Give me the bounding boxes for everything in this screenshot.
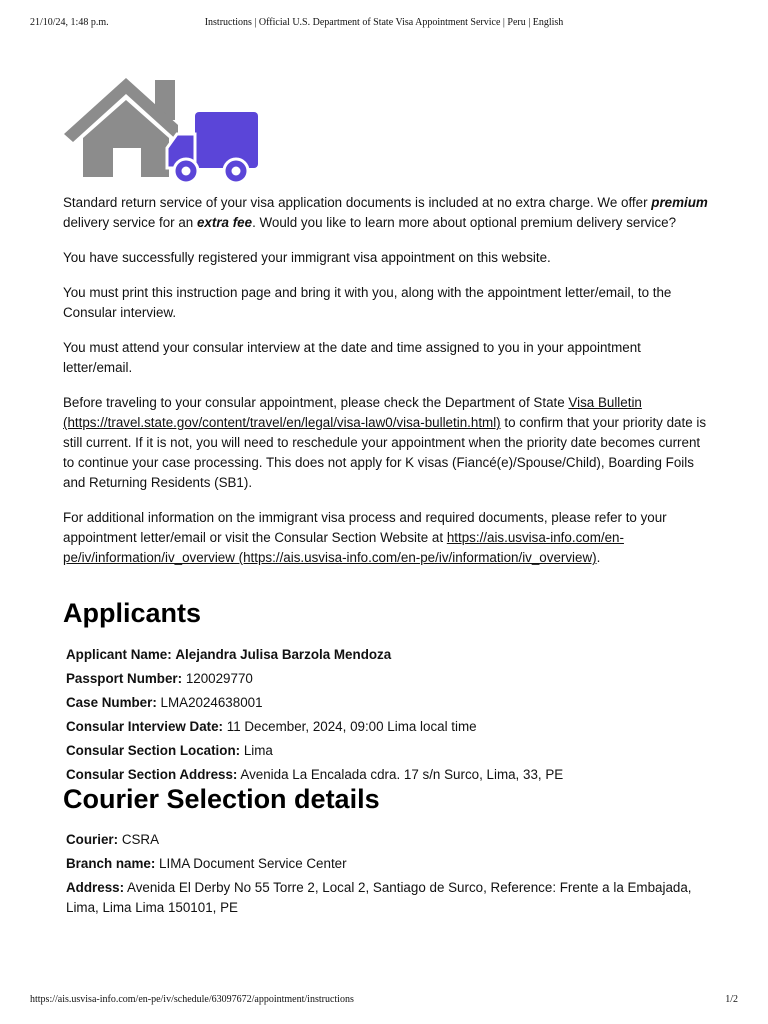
- print-datetime: 21/10/24, 1:48 p.m.: [30, 17, 109, 28]
- truck-cargo: [195, 112, 258, 168]
- passport-number-row: Passport Number: 120029770: [66, 671, 253, 686]
- delivery-illustration: [63, 76, 263, 186]
- page-number: 1/2: [725, 994, 738, 1005]
- premium-delivery-paragraph: Standard return service of your visa application documents is included at no extra charge. We offer premium delivery service for an extra fee. Would you like to learn more about optional premium delivery service?: [63, 195, 708, 230]
- section-address-row: Consular Section Address: Avenida La Encalada cdra. 17 s/n Surco, Lima, 33, PE: [66, 767, 564, 782]
- truck-icon: [167, 108, 262, 183]
- print-instructions-paragraph: You must print this instruction page and bring it with you, along with the appointment letter/email, to the Consular interview.: [63, 285, 672, 320]
- print-url: https://ais.usvisa-info.com/en-pe/iv/schedule/63097672/appointment/instructions: [30, 994, 354, 1005]
- visa-bulletin-link[interactable]: Visa Bulletin (https://travel.state.gov/content/travel/en/legal/visa-law0/visa-bulletin.html): [63, 395, 642, 430]
- applicant-name-row: Applicant Name: Alejandra Julisa Barzola Mendoza: [66, 647, 392, 662]
- courier-row: Courier: CSRA: [66, 832, 160, 847]
- applicants-heading: Applicants: [63, 598, 202, 628]
- house-truck-icon: [63, 76, 263, 186]
- registration-confirmation-paragraph: You have successfully registered your immigrant visa appointment on this website.: [63, 250, 551, 265]
- visa-bulletin-paragraph: Before traveling to your consular appointment, please check the Department of State Visa Bulletin (https://travel.state.gov/content/travel/en/legal/visa-law0/visa-bulletin.html) to confirm that your priority date is still current. If it is not, you will need to reschedule your appointment when the priority date becomes current to continue your case processing. This does not apply for K visas (Fiancé(e)/Spouse/Child), Boarding Foils and Returning Residents (SB1).: [63, 395, 707, 490]
- print-page-title: Instructions | Official U.S. Department of State Visa Appointment Service | Peru | English: [204, 17, 564, 28]
- consular-website-link[interactable]: https://ais.usvisa-info.com/en-pe/iv/information/iv_overview (https://ais.usvisa-info.com/en-pe/iv/information/iv_overview): [63, 530, 624, 565]
- applicant-name-value: Alejandra Julisa Barzola Mendoza: [175, 647, 392, 662]
- courier-address-row: Address: Avenida El Derby No 55 Torre 2, Local 2, Santiago de Surco, Reference: Frente a la Embajada, Lima, Lima Lima 150101, PE: [66, 880, 692, 915]
- courier-heading: Courier Selection details: [63, 784, 380, 814]
- case-number-row: Case Number: LMA2024638001: [66, 695, 263, 710]
- interview-date-row: Consular Interview Date: 11 December, 2024, 09:00 Lima local time: [66, 719, 477, 734]
- additional-info-paragraph: For additional information on the immigrant visa process and required documents, please refer to your appointment letter/email or visit the Consular Section Website at https://ais.usvisa-info.com/en-pe/iv/information/iv_overview (https://ais.usvisa-info.com/en-pe/iv/information/iv_overview).: [63, 510, 667, 565]
- applicants-details: [66, 645, 706, 789]
- section-location-row: Consular Section Location: Lima: [66, 743, 273, 758]
- branch-name-row: Branch name: LIMA Document Service Center: [66, 856, 347, 871]
- instructions-text: [63, 193, 708, 583]
- courier-details: [66, 830, 706, 922]
- attend-interview-paragraph: You must attend your consular interview at the date and time assigned to you in your appointment letter/email.: [63, 340, 641, 375]
